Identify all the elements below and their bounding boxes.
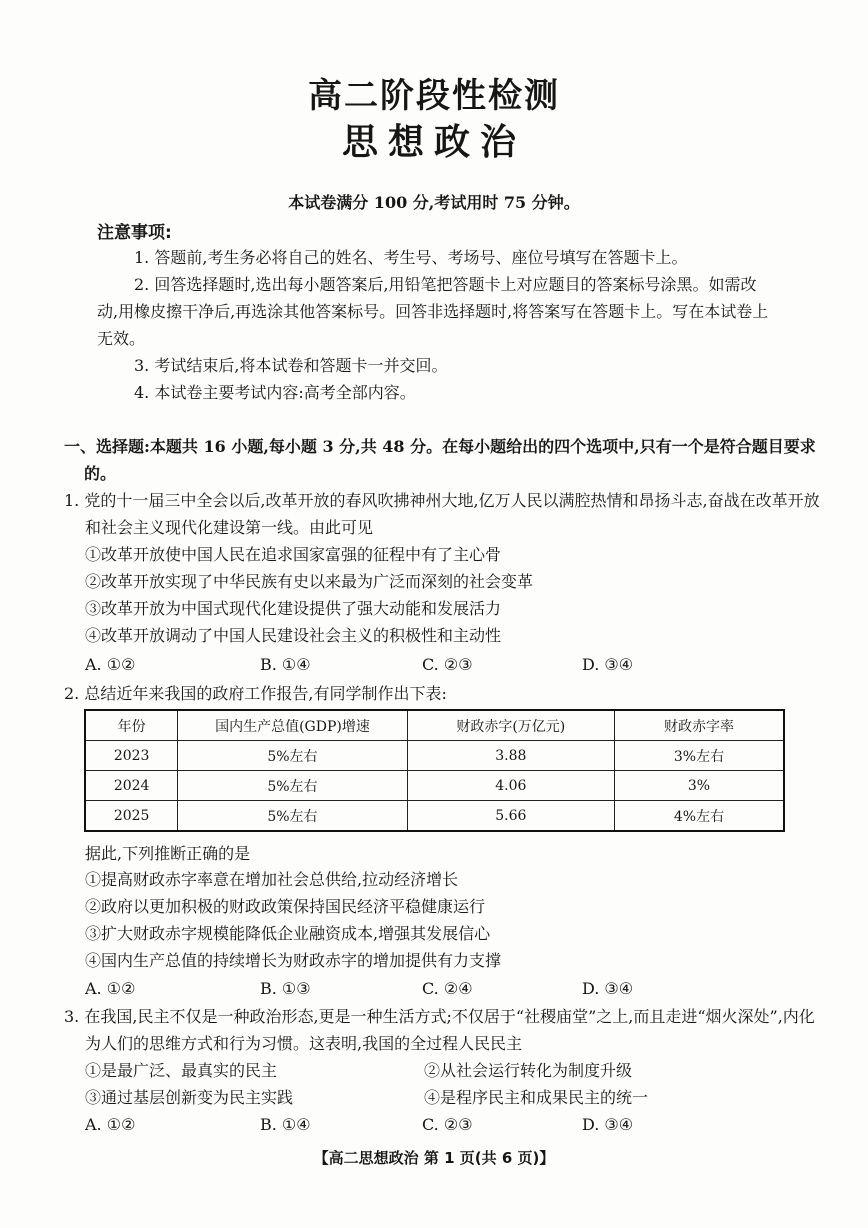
subject-title: 思想政治 [341,122,526,163]
table-row [85,771,784,801]
table-cell: 4.06 [407,771,614,801]
question-3-choice-b: B. ①④ [260,1115,311,1134]
question-3-choice-c: C. ②③ [422,1115,473,1134]
table-cell: 5.66 [407,801,614,832]
table-cell: 2023 [85,741,178,771]
data-table [84,709,785,832]
question-1-statement: ①改革开放使中国人民在追求国家富强的征程中有了主心骨 [85,545,502,564]
page-footer: 【高二思想政治 第 1 页(共 6 页)】 [313,1149,555,1167]
table-cell: 4%左右 [615,801,785,832]
table-header-cell: 年份 [85,710,178,741]
note-item: 4. 本试卷主要考试内容:高考全部内容。 [134,383,416,402]
question-3-statement: ③通过基层创新变为民主实践 [85,1088,294,1107]
question-2-statement: ④国内生产总值的持续增长为财政赤字的增加提供有力支撑 [85,951,502,970]
question-1-choice-b: B. ①④ [260,655,311,674]
section-heading: 一、选择题:本题共 16 小题,每小题 3 分,共 48 分。在每小题给出的四个选项中,只有一个是符合题目要求的。 [64,437,816,483]
table-cell: 3%左右 [615,741,785,771]
question-1-choice-d: D. ③④ [582,655,634,674]
question-3-choice-d: D. ③④ [582,1115,634,1134]
note-item: 1. 答题前,考生务必将自己的姓名、考生号、考场号、座位号填写在答题卡上。 [134,248,688,267]
question-1-statement: ②改革开放实现了中华民族有史以来最为广泛而深刻的社会变革 [85,572,534,591]
note-item: 2. 回答选择题时,选出每小题答案后,用铅笔把答题卡上对应题目的答案标号涂黑。如需改动,用橡皮擦干净后,再选涂其他答案标号。回答非选择题时,将答案写在答题卡上。写在本试卷上无效。 [97,275,769,348]
question-2-choice-d: D. ③④ [582,979,634,998]
table-header-row [85,710,784,741]
question-2-statement: ①提高财政赤字率意在增加社会总供给,拉动经济增长 [85,870,459,889]
question-3-stem: 3. 在我国,民主不仅是一种政治形态,更是一种生活方式;不仅居于“社稷庙堂”之上,而且走进“烟火深处”,内化为人们的思维方式和行为习惯。这表明,我国的全过程人民民主 [64,1007,815,1053]
question-1-statement: ④改革开放调动了中国人民建设社会主义的积极性和主动性 [85,626,502,645]
table-cell: 3% [615,771,785,801]
question-3-statement: ①是最广泛、最真实的民主 [85,1061,278,1080]
notes-heading: 注意事项: [97,223,172,243]
table-cell: 5%左右 [178,771,407,801]
question-1-choice-c: C. ②③ [422,655,473,674]
question-2-choice-b: B. ①③ [260,979,311,998]
table-cell: 3.88 [407,741,614,771]
question-1-choice-a: A. ①② [85,655,136,674]
table-row [85,801,784,832]
table-cell: 2024 [85,771,178,801]
question-1-statement: ③改革开放为中国式现代化建设提供了强大动能和发展活力 [85,599,502,618]
question-3-choice-a: A. ①② [85,1115,136,1134]
table-header-cell: 财政赤字率 [615,710,785,741]
exam-title: 高二阶段性检测 [308,76,560,116]
table-header-cell: 国内生产总值(GDP)增速 [178,710,407,741]
question-3-statement: ②从社会运行转化为制度升级 [424,1061,633,1080]
question-2-statement: ③扩大财政赤字规模能降低企业融资成本,增强其发展信心 [85,924,491,943]
question-2-statement: ②政府以更加积极的财政政策保持国民经济平稳健康运行 [85,897,486,916]
question-2-stem: 2. 总结近年来我国的政府工作报告,有同学制作出下表: [64,684,447,703]
table-cell: 5%左右 [178,741,407,771]
question-2-choice-c: C. ②④ [422,979,473,998]
question-1-stem: 1. 党的十一届三中全会以后,改革开放的春风吹拂神州大地,亿万人民以满腔热情和昂扬斗志,奋战在改革开放和社会主义现代化建设第一线。由此可见 [64,491,820,537]
table-cell: 2025 [85,801,178,832]
note-item: 3. 考试结束后,将本试卷和答题卡一并交回。 [134,356,448,375]
question-2-lead: 据此,下列推断正确的是 [85,844,251,863]
table-header-cell: 财政赤字(万亿元) [407,710,614,741]
question-2-choice-a: A. ①② [85,979,136,998]
exam-info: 本试卷满分 100 分,考试用时 75 分钟。 [288,193,580,212]
question-3-statement: ④是程序民主和成果民主的统一 [424,1088,649,1107]
table-cell: 5%左右 [178,801,407,832]
table-row [85,741,784,771]
